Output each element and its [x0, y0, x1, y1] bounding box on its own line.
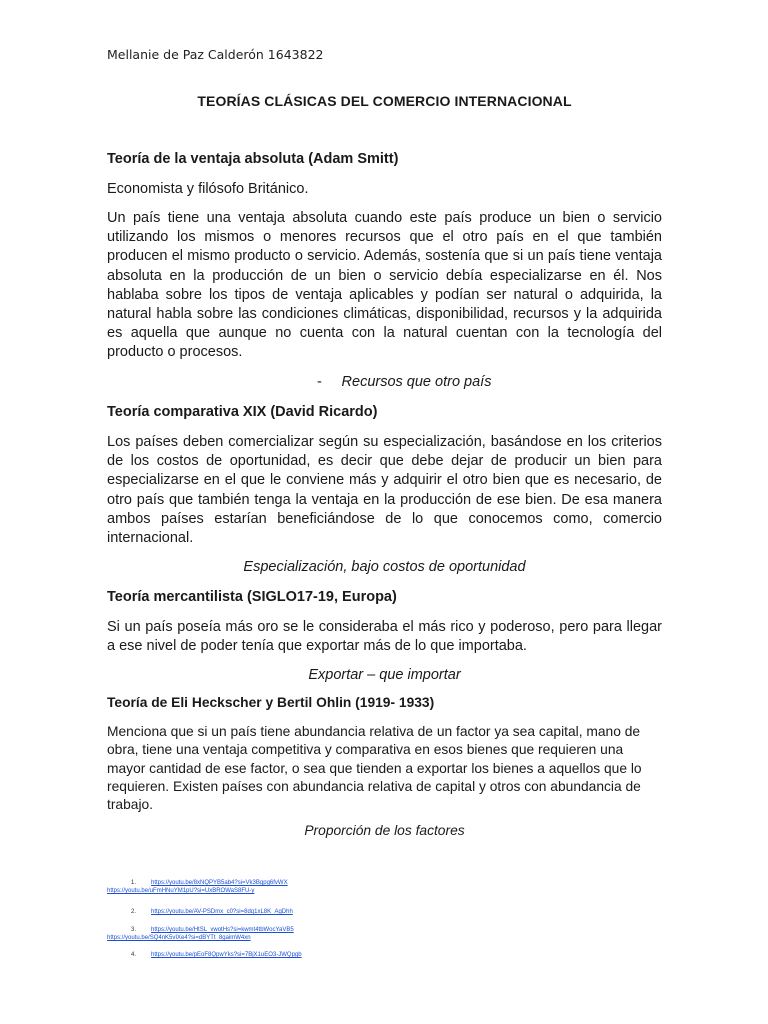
reference-number: 4.: [131, 952, 137, 958]
section-note-mercantilist: Exportar – que importar: [308, 667, 461, 683]
reference-link[interactable]: https://youtu.be/8xNQPYB5ab4?si=Vk3Bgpg6fvWX: [151, 880, 288, 886]
section-note-comparative: Especialización, bajo costos de oportunidad: [243, 559, 526, 575]
section-body-comparative: Los países deben comercializar según su especialización, basándose en los criterios de los costos de oportunidad, es decir que debe dejar de producir un bien para especializarse en el que le conviene más y adquirir el otro bien que es necesario, de otro país que también tenga la ventaja en la producción de ese bien. De esa manera ambos países estarían beneficiándose de lo que conocemos como, comercio internacional.: [107, 434, 662, 547]
author-line: Mellanie de Paz Calderón 1643822: [107, 47, 324, 62]
section-heading-mercantilist: Teoría mercantilista (SIGLO17-19, Europa): [107, 589, 397, 605]
document-title: TEORÍAS CLÁSICAS DEL COMERCIO INTERNACIONAL: [197, 93, 572, 109]
reference-number: 2.: [131, 909, 137, 915]
section-body-heckscher-ohlin: Menciona que si un país tiene abundancia relativa de un factor ya sea capital, mano de obra, tiene una ventaja competitiva y comparativa en esos bienes que requieren una mayor cantidad de ese factor, o sea que tienden a exportar los bienes a aquellos que lo requieren. Existen países con abundancia relativa de capital y otros con abundancia de trabajo.: [107, 724, 642, 813]
section-note-heckscher-ohlin: Proporción de los factores: [304, 823, 465, 838]
reference-link[interactable]: https://youtu.be/pEoF8QpwYks?si=7BjX1uEO3-JWQpgb: [151, 952, 302, 958]
section-subtitle: Economista y filósofo Británico.: [107, 181, 309, 197]
reference-link[interactable]: https://youtu.be/AV-PSDmx_c0?si=8dq1xL8K_AgDhh: [151, 909, 293, 915]
reference-link[interactable]: https://youtu.be/SQ4nK5vIXe4?si=dBYTt_8gaimW4xn: [107, 935, 251, 941]
reference-number: 1.: [131, 880, 137, 886]
section-body-absolute-advantage: Un país tiene una ventaja absoluta cuando este país produce un bien o servicio utilizando los mismos o menores recursos que el otro país en el que también producen el mismo producto o servicio. Además, sostenía que si un país tiene ventaja absoluta en la producción de un bien o servicio debía especializarse en él. Nos hablaba sobre los tipos de ventaja aplicables y podían ser natural o adquirida, la natural habla sobre las condiciones climáticas, disponibilidad, recursos y la adquirida es aquella que aunque no cuenta con la natural cuentan con la tecnología del producto o procesos.: [107, 210, 662, 361]
dash-bullet: -: [317, 374, 322, 390]
reference-link[interactable]: https://youtu.be/HtSL_vwotHs?si=kwmt4tbWocYaVB5: [151, 927, 294, 933]
section-heading-absolute-advantage: Teoría de la ventaja absoluta (Adam Smitt): [107, 151, 399, 167]
section-heading-heckscher-ohlin: Teoría de Eli Heckscher y Bertil Ohlin (1919- 1933): [107, 695, 435, 710]
reference-link[interactable]: https://youtu.be/uFmHNuYM1pU?si=UxBROWaS8FU-y: [107, 888, 255, 894]
reference-number: 3.: [131, 927, 137, 933]
section-body-mercantilist: Si un país poseía más oro se le consideraba el más rico y poderoso, pero para llegar a ese nivel de poder tenía que exportar más de lo que importaba.: [107, 619, 662, 655]
section-heading-comparative: Teoría comparativa XIX (David Ricardo): [107, 404, 378, 420]
section-note-absolute-advantage: Recursos que otro país: [341, 374, 492, 390]
